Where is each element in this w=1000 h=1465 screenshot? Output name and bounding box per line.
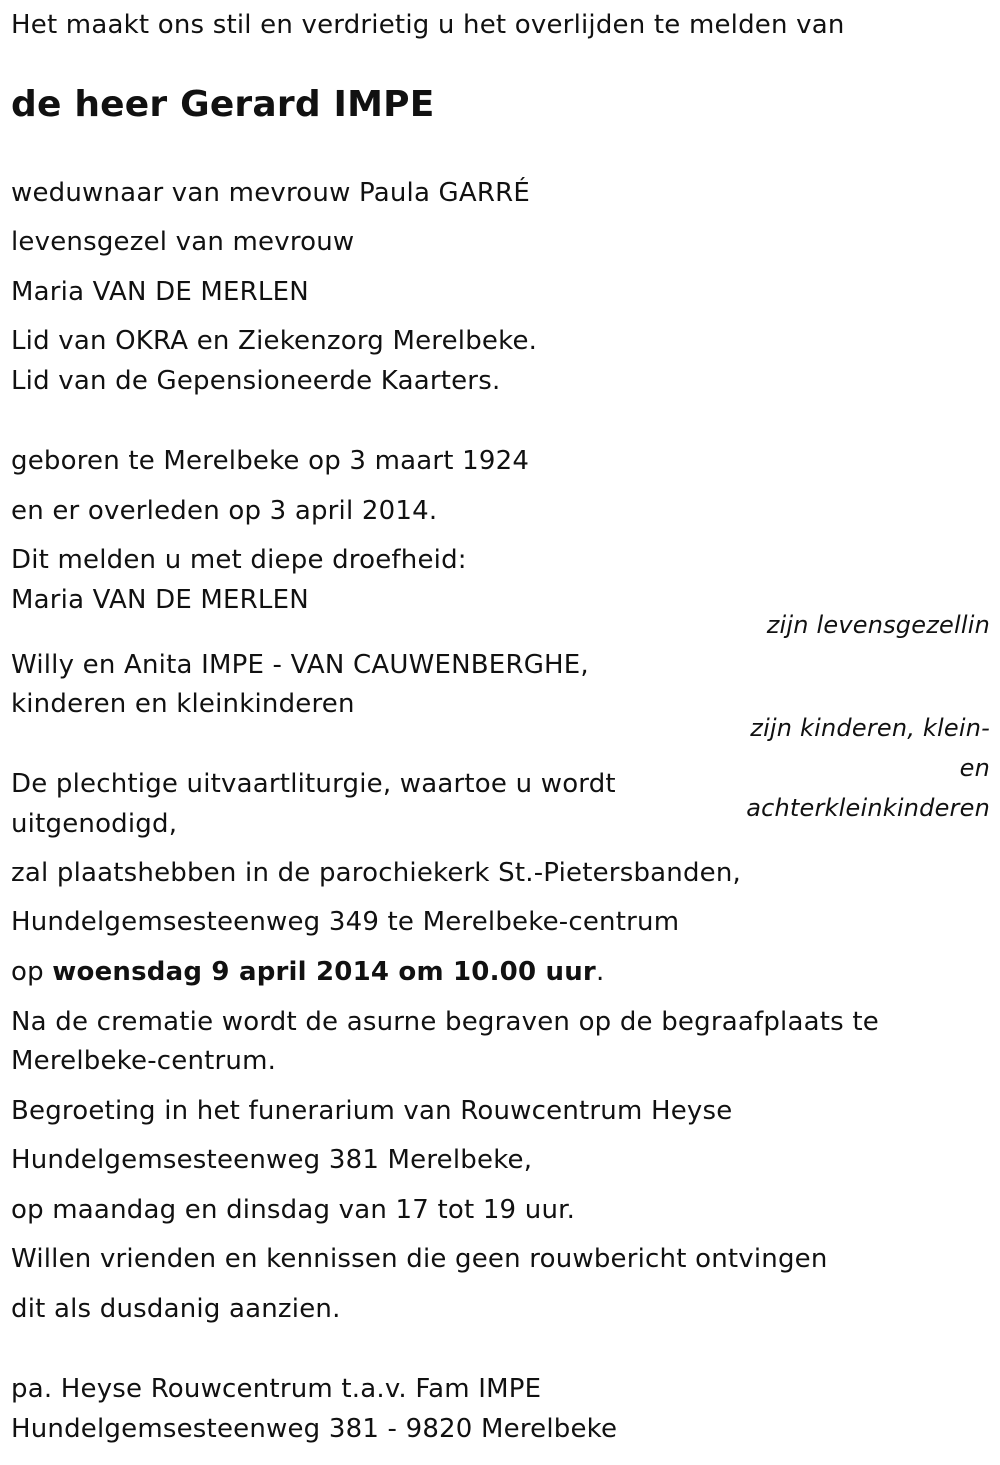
relation-widower: weduwnaar van mevrouw Paula GARRÉ (11, 178, 531, 208)
relation-partner-name: Maria VAN DE MERLEN (11, 277, 309, 307)
intro-text: Het maakt ons stil en verdrietig u het overlijden te melden van (11, 10, 845, 40)
contact-line1: pa. Heyse Rouwcentrum t.a.v. Fam IMPE (11, 1374, 542, 1404)
service-date-bold: woensdag 9 april 2014 om 10.00 uur (52, 957, 596, 987)
children-role-line1: zijn kinderen, klein- (750, 714, 990, 742)
service-date (11, 952, 604, 992)
cremation-line1: Na de crematie wordt de asurne begraven op de begraafplaats te (11, 1007, 879, 1037)
children-role-line2: en (959, 754, 990, 782)
membership-okra: Lid van OKRA en Ziekenzorg Merelbeke. (11, 326, 538, 356)
children-name: Willy en Anita IMPE - VAN CAUWENBERGHE, (11, 650, 589, 680)
service-date-prefix: op (11, 957, 44, 987)
relation-partner: levensgezel van mevrouw (11, 227, 355, 257)
church-info: zal plaatshebben in de parochiekerk St.-Pietersbanden, (11, 858, 742, 888)
contact-line2: Hundelgemsesteenweg 381 - 9820 Merelbeke (11, 1414, 618, 1444)
greeting-line2: Hundelgemsesteenweg 381 Merelbeke, (11, 1145, 533, 1175)
notice-line1: Willen vrienden en kennissen die geen rouwbericht ontvingen (11, 1244, 828, 1274)
children-role-line3: achterkleinkinderen (746, 794, 990, 822)
deceased-name: de heer Gerard IMPE (11, 84, 435, 125)
death-info: en er overleden op 3 april 2014. (11, 496, 438, 526)
birth-info: geboren te Merelbeke op 3 maart 1924 (11, 446, 530, 476)
partner-name: Maria VAN DE MERLEN (11, 585, 309, 615)
cremation-line2: Merelbeke-centrum. (11, 1046, 277, 1076)
service-date-suffix: . (595, 957, 605, 987)
membership-kaarters: Lid van de Gepensioneerde Kaarters. (11, 366, 501, 396)
church-address: Hundelgemsesteenweg 349 te Merelbeke-centrum (11, 907, 680, 937)
children-rest: kinderen en kleinkinderen (11, 689, 355, 719)
notice-line2: dit als dusdanig aanzien. (11, 1294, 341, 1324)
greeting-line3: op maandag en dinsdag van 17 tot 19 uur. (11, 1195, 576, 1225)
greeting-line1: Begroeting in het funerarium van Rouwcentrum Heyse (11, 1096, 733, 1126)
liturgy-line1: De plechtige uitvaartliturgie, waartoe u wordt (11, 769, 616, 799)
liturgy-line2: uitgenodigd, (11, 809, 178, 839)
announcement: Dit melden u met diepe droefheid: (11, 545, 467, 575)
partner-role: zijn levensgezellin (766, 611, 990, 639)
